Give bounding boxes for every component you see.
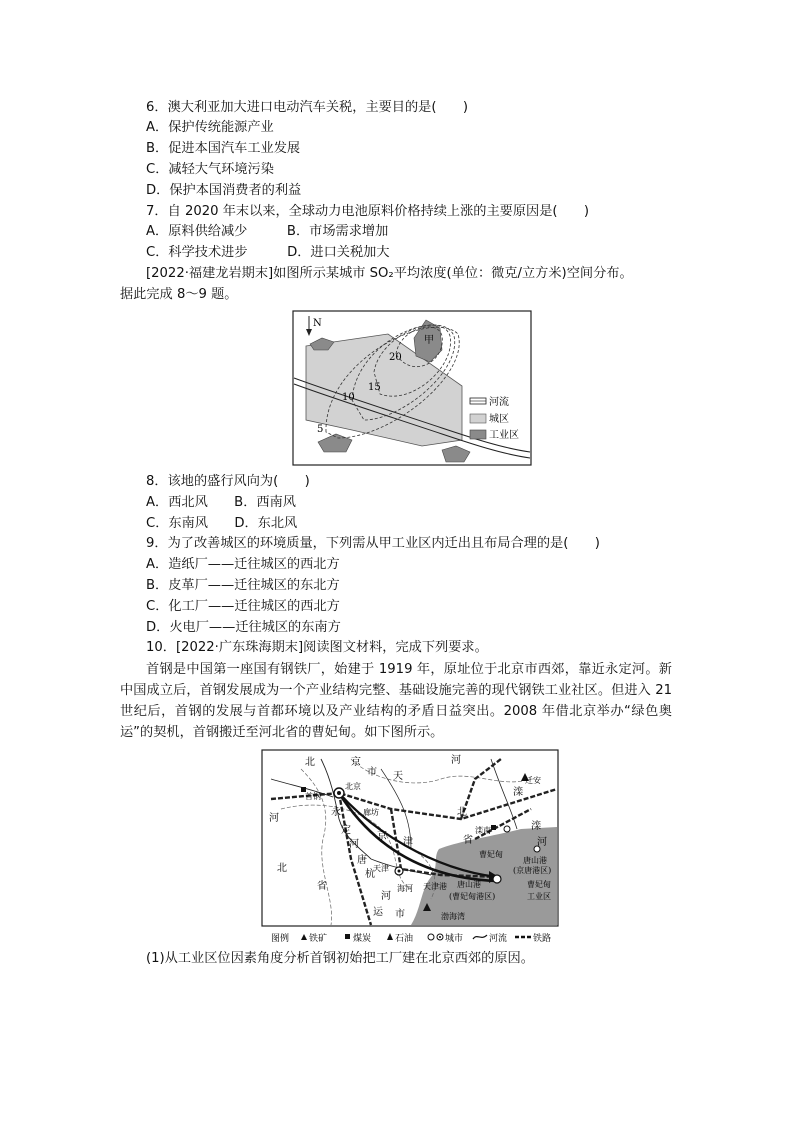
contour-label-10: 10	[342, 392, 355, 403]
label-he-river: 河	[381, 891, 391, 902]
q9-option-c: C．化工厂——迁往城区的西北方	[146, 599, 340, 614]
legend-river: 河流	[489, 397, 509, 408]
label-sheng2: 省	[463, 835, 473, 846]
q10-subquestion-1: (1)从工业区位因素角度分析首钢初始把工厂建在北京西郊的原因。	[146, 951, 534, 966]
legend-river: 河流	[489, 934, 508, 944]
label-tang: 唐	[357, 855, 367, 866]
label-caofeidiangangqu: (曹妃甸港区)	[449, 892, 496, 901]
label-tangshangang2: 唐山港	[457, 880, 481, 889]
legend-river-icon	[473, 935, 487, 939]
label-luan: 滦	[513, 787, 523, 798]
label-hang: 杭	[365, 869, 375, 880]
label-shougang: 首钢	[305, 792, 321, 801]
label-luannan: 滦南	[475, 826, 491, 835]
label-caofeidian: 曹妃甸	[479, 850, 503, 859]
contour-label-5: 5	[317, 424, 324, 435]
q7-options-ab: A．原料供给减少 B．市场需求增加	[146, 224, 389, 239]
label-jing: 京	[351, 757, 361, 768]
legend-coal: 煤炭	[353, 934, 372, 944]
label-haihe: 海河	[397, 884, 413, 893]
legend-rail: 铁路	[533, 934, 552, 944]
shougang-relocation-map	[261, 749, 559, 947]
label-hebei-bei: 北	[457, 807, 467, 818]
so2-concentration-map	[292, 310, 532, 466]
label-qianan: 迁安	[525, 776, 541, 785]
legend-city: 城区	[489, 414, 509, 425]
label-langfang: 廊坊	[363, 808, 379, 817]
label-tianjin: 天津	[373, 864, 389, 873]
label-jingtanggangqu: (京唐港区)	[513, 866, 552, 875]
label-tangshangang: 唐山港	[523, 856, 547, 865]
question-9-stem: 9．为了改善城区的环境质量，下列需从甲工业区内迁出且布局合理的是( )	[146, 536, 600, 551]
city-luannan-marker	[504, 826, 510, 832]
legend-city: 城市	[445, 934, 464, 944]
label-bohaiwan: 渤海湾	[441, 912, 465, 921]
label-sheng: 省	[317, 881, 327, 892]
label-shi2: 市	[395, 909, 405, 920]
legend-oil-icon	[387, 933, 393, 940]
legend-iron-icon	[301, 934, 307, 940]
intro-8-9-line2: 据此完成 8～9 题。	[120, 287, 238, 302]
label-ding: 定	[341, 825, 351, 836]
zone-jia-label: 甲	[424, 335, 434, 346]
q9-option-a: A．造纸厂——迁往城区的西北方	[146, 557, 340, 572]
label-he-east: 河	[537, 837, 547, 848]
label-he-top: 河	[451, 755, 461, 766]
contour-label-15: 15	[368, 382, 381, 393]
legend-oil: 石油	[395, 934, 414, 944]
label-beijing: 北京	[345, 782, 361, 791]
question-7-stem: 7．自 2020 年末以来，全球动力电池原料价格持续上涨的主要原因是( )	[146, 204, 590, 219]
label-tianjingang: 天津港	[423, 882, 447, 891]
label-gongyequ: 工业区	[527, 892, 551, 901]
legend-iron: 铁矿	[309, 934, 328, 944]
label-shi: 市	[367, 767, 377, 778]
label-bei-left: 北	[277, 863, 287, 874]
q6-option-d: D．保护本国消费者的利益	[146, 183, 302, 198]
label-yong: 永	[331, 807, 341, 818]
label-jin: 津	[403, 837, 413, 848]
legend-coal-icon	[345, 934, 350, 939]
q8-options-cd: C．东南风 D．东北风	[146, 516, 298, 531]
north-label: N	[313, 318, 322, 329]
q9-option-b: B．皮革厂——迁往城区的东北方	[146, 578, 340, 593]
q10-material-paragraph: 首钢是中国第一座国有钢铁厂，始建于 1919 年，原址位于北京市西郊，靠近永定河。新中国成立后，首钢发展成为一个产业结构完整、基础设施完善的现代钢铁工业社区。但进入 21 世纪后，首钢的发展与首都环境以及产业结构的矛盾日益突出。2008 年借北京举办“绿色奥运”的契机，首钢搬迁至河北省的曹妃甸。如下图所示。	[120, 662, 672, 740]
label-jing2: 京	[377, 831, 387, 842]
q6-option-b: B．促进本国汽车工业发展	[146, 141, 301, 156]
legend-industrial: 工业区	[489, 430, 519, 441]
label-tian: 天	[393, 771, 403, 782]
legend-city-icon	[428, 934, 434, 940]
q6-option-c: C．减轻大气环境污染	[146, 162, 274, 177]
legend-title: 图例	[271, 934, 290, 944]
question-6-stem: 6．澳大利亚加大进口电动汽车关税，主要目的是( )	[146, 100, 468, 115]
q9-option-d: D．火电厂——迁往城区的东南方	[146, 620, 341, 635]
label-he-mid: 河	[349, 839, 359, 850]
label-luan2: 滦	[531, 821, 541, 832]
label-he-left: 河	[269, 813, 279, 824]
label-yun: 运	[373, 907, 383, 918]
question-10-stem: 10．[2022·广东珠海期末]阅读图文材料，完成下列要求。	[146, 640, 488, 655]
contour-label-20: 20	[389, 352, 402, 363]
q6-option-a: A．保护传统能源产业	[146, 120, 274, 135]
label-bei: 北	[305, 757, 315, 768]
label-caofeidian-ind: 曹妃甸	[527, 880, 551, 889]
q7-options-cd: C．科学技术进步 D．进口关税加大	[146, 245, 390, 260]
map2-legend	[271, 932, 551, 944]
caofeidian-marker	[493, 875, 501, 883]
question-8-stem: 8．该地的盛行风向为( )	[146, 474, 310, 489]
intro-8-9-line1: [2022·福建龙岩期末]如图所示某城市 SO₂平均浓度(单位：微克/立方米)空间分布。	[146, 266, 633, 281]
q8-options-ab: A．西北风 B．西南风	[146, 495, 296, 510]
